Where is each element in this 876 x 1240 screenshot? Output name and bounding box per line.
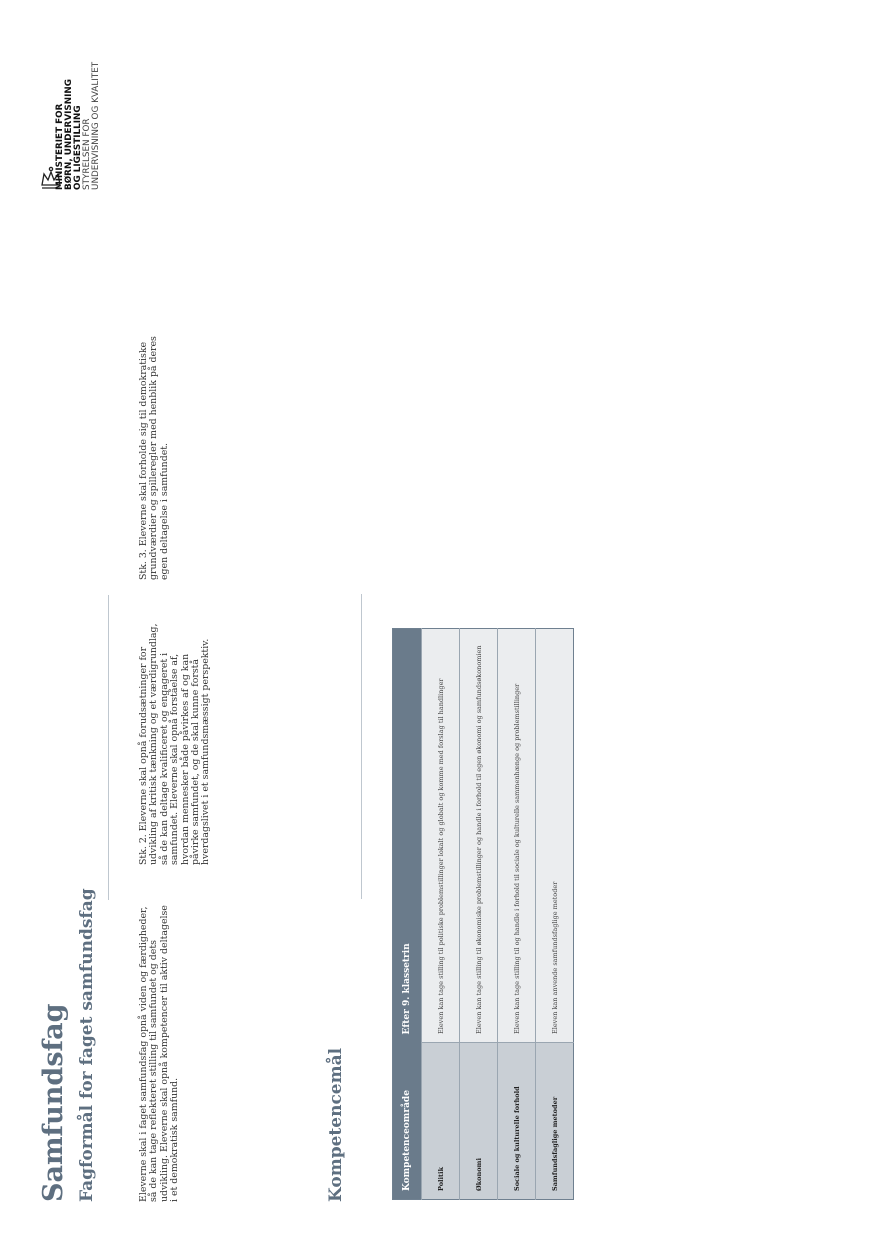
logo-text-line-2: BØRN, UNDERVISNING bbox=[64, 79, 74, 190]
ministry-logo bbox=[30, 10, 110, 190]
table-cell-area: Sociale og kulturelle forhold bbox=[498, 1043, 536, 1200]
table-cell-goal: Eleven kan tage stilling til og handle i forhold til sociale og kulturelle sammenhænge og problemstillinger bbox=[498, 629, 536, 1043]
logo-text-line-5: UNDERVISNING OG KVALITET bbox=[91, 61, 101, 190]
logo-text-line-4: STYRELSEN FOR bbox=[82, 118, 92, 190]
table-cell-goal: Eleven kan anvende samfundsfaglige metoder bbox=[536, 629, 574, 1043]
divider bbox=[361, 594, 362, 899]
page-subtitle: Fagformål for faget samfundsfag bbox=[77, 888, 97, 1202]
table-header-grade: Efter 9. klassetrin bbox=[393, 629, 422, 1043]
table-row bbox=[460, 629, 498, 1200]
table-cell-area: Samfundsfaglige metoder bbox=[536, 1043, 574, 1200]
page-title: Samfundsfag bbox=[38, 1003, 69, 1202]
divider bbox=[108, 595, 109, 900]
logo-text-line-1: MINISTERIET FOR bbox=[55, 103, 65, 190]
table-row bbox=[536, 629, 574, 1200]
purpose-paragraph-1: Eleverne skal i faget samfundsfag opnå viden og færdigheder, så de kan tage reflekteret stilling til samfundet og dets udvikling. Eleverne skal opnå kompetencer til aktiv deltagelse i et demokratisk samfund. bbox=[138, 905, 181, 1202]
table-header-row bbox=[393, 629, 422, 1200]
table-cell-goal: Eleven kan tage stilling til økonomiske problemstillinger og handle i forhold til egen økonomi og samfundsøkonomien bbox=[460, 629, 498, 1043]
logo-text-line-3: OG LIGESTILLING bbox=[73, 105, 83, 190]
purpose-paragraph-2: Stk. 2. Eleverne skal opnå forudsætninger for udvikling af kritisk tænkning og et værdigrundlag, så de kan deltage kvalificeret og engageret i samfundet. Eleverne skal opnå forståelse af, hvordan mennesker både påvirkes af og kan påvirke samfundet, og de skal kunne forstå hverdagslivet i et samfundsmæssigt perspektiv. bbox=[138, 623, 212, 865]
table-header-area: Kompetenceområde bbox=[393, 1043, 422, 1200]
table-cell-goal: Eleven kan tage stilling til politiske problemstillinger lokalt og globalt og komme med forslag til handlinger bbox=[422, 629, 460, 1043]
section-title: Kompetencemål bbox=[326, 1047, 346, 1202]
table-row bbox=[498, 629, 536, 1200]
table-row bbox=[422, 629, 460, 1200]
purpose-paragraph-3: Stk. 3. Eleverne skal forholde sig til demokratiske grundværdier og spilleregler med henblik på deres egen deltagelse i samfundet. bbox=[138, 336, 170, 580]
competence-table bbox=[392, 628, 574, 1200]
table-cell-area: Politik bbox=[422, 1043, 460, 1200]
table-cell-area: Økonomi bbox=[460, 1043, 498, 1200]
